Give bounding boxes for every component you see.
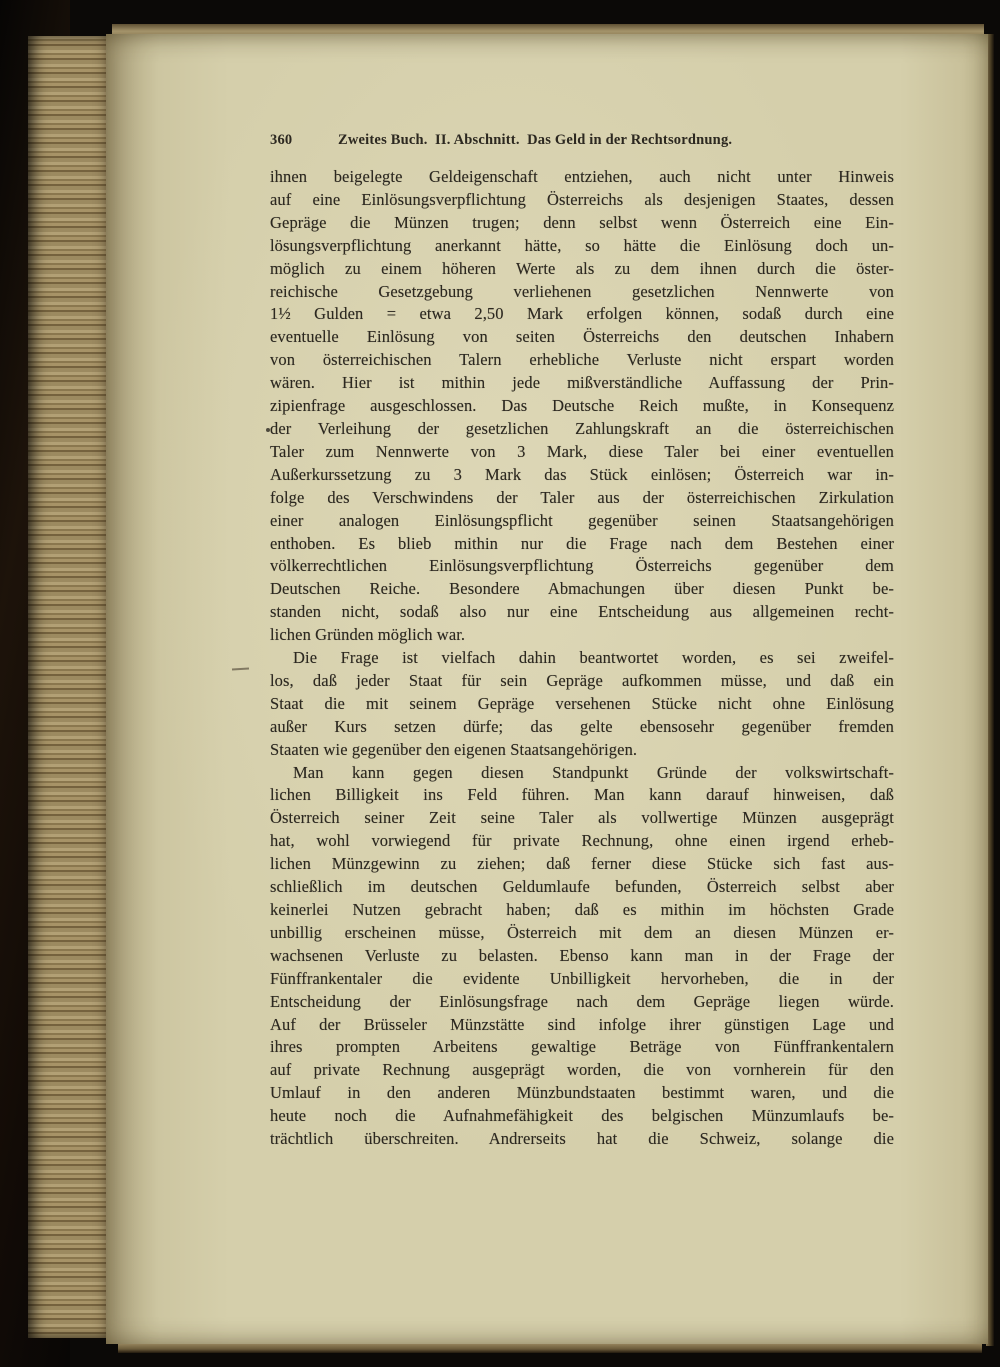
text-line: unbillig erscheinen müsse, Österreich mit dem an diesen Münzen er- bbox=[270, 922, 894, 942]
text-line: hat, wohl vorwiegend für private Rechnung, ohne einen irgend erheb- bbox=[270, 831, 894, 851]
text-line: auf eine Einlösungsverpflichtung Österreichs als desjenigen Staates, dessen bbox=[270, 189, 894, 209]
text-line: folge des Verschwindens der Taler aus der österreichischen Zirkulation bbox=[270, 487, 894, 507]
text-line: lichen Münzgewinn zu ziehen; daß ferner diese Stücke sich fast aus- bbox=[270, 854, 894, 874]
text-line: Auf der Brüsseler Münzstätte sind infolge ihrer günstigen Lage und bbox=[270, 1014, 894, 1034]
text-line: reichische Gesetzgebung verliehenen gesetzlichen Nennwerte von bbox=[270, 281, 894, 301]
text-line: ihres prompten Arbeitens gewaltige Beträge von Fünffrankentalern bbox=[270, 1037, 894, 1057]
text-line: völkerrechtlichen Einlösungsverpflichtung Österreichs gegenüber dem bbox=[270, 556, 894, 576]
text-line: keinerlei Nutzen gebracht haben; daß es mithin im höchsten Grade bbox=[270, 900, 894, 919]
text-line: zipienfrage ausgeschlossen. Das Deutsche Reich mußte, in Konsequenz bbox=[270, 396, 894, 416]
text-line: Taler zum Nennwerte von 3 Mark, diese Taler bei einer eventuellen bbox=[270, 441, 894, 461]
text-line: ihnen beigelegte Geldeigenschaft entziehen, auch nicht unter Hinweis bbox=[270, 167, 894, 186]
page-edges-stack bbox=[28, 36, 112, 1338]
text-line: von österreichischen Talern erhebliche Verluste nicht erspart worden bbox=[270, 350, 894, 370]
text-line: auf private Rechnung ausgeprägt worden, die von vornherein für den bbox=[270, 1060, 894, 1080]
text-line: Man kann gegen diesen Standpunkt Gründe der volkswirtschaft- bbox=[293, 762, 894, 782]
page-bottom-edge bbox=[118, 1343, 982, 1353]
book-page bbox=[106, 34, 988, 1344]
text-line: wären. Hier ist mithin jede mißverständliche Auffassung der Prin- bbox=[270, 373, 894, 393]
page-number: 360 bbox=[270, 132, 293, 148]
text-line: lichen Gründen möglich war. bbox=[270, 625, 466, 645]
text-line: schließlich im deutschen Geldumlaufe befunden, Österreich selbst aber bbox=[270, 877, 894, 897]
text-line: Außerkurssetzung zu 3 Mark das Stück einlösen; Österreich war in- bbox=[270, 464, 894, 484]
text-line: Fünffrankentaler die evidente Unbilligkeit hervorheben, die in der bbox=[270, 968, 894, 988]
header-title: Zweites Buch. II. Abschnitt. Das Geld in der Rechtsordnung. bbox=[338, 132, 733, 148]
text-line: einer analogen Einlösungspflicht gegenüber seinen Staatsangehörigen bbox=[270, 510, 894, 530]
text-line: möglich zu einem höheren Werte als zu dem ihnen durch die öster- bbox=[270, 258, 894, 278]
text-line: Staat die mit seinem Gepräge versehenen Stücke nicht ohne Einlösung bbox=[270, 693, 894, 713]
text-line: außer Kurs setzen dürfe; das gelte ebensosehr gegenüber fremden bbox=[270, 716, 894, 736]
text-line: der Verleihung der gesetzlichen Zahlungskraft an die österreichischen bbox=[270, 418, 894, 438]
text-line: eventuelle Einlösung von seiten Österreichs den deutschen Inhabern bbox=[270, 327, 894, 347]
text-line: standen nicht, sodaß also nur eine Entscheidung aus allgemeinen recht- bbox=[270, 602, 894, 622]
running-header bbox=[270, 132, 894, 149]
text-line: 1½ Gulden = etwa 2,50 Mark erfolgen können, sodaß durch eine bbox=[270, 304, 894, 324]
page-content bbox=[270, 132, 894, 1151]
text-line: Umlauf in den anderen Münzbundstaaten bestimmt waren, und die bbox=[270, 1083, 894, 1103]
margin-ink-dot bbox=[266, 428, 270, 432]
text-line: trächtlich überschreiten. Andrerseits hat die Schweiz, solange die bbox=[270, 1129, 894, 1149]
text-line: Österreich seiner Zeit seine Taler als vollwertige Münzen ausgeprägt bbox=[270, 808, 894, 828]
text-line: los, daß jeder Staat für sein Gepräge aufkommen müsse, und daß ein bbox=[270, 670, 894, 690]
text-line: lichen Billigkeit ins Feld führen. Man kann darauf hinweisen, daß bbox=[270, 785, 894, 805]
text-line: enthoben. Es blieb mithin nur die Frage nach dem Bestehen einer bbox=[270, 533, 894, 553]
text-line: wachsenen Verluste zu belasten. Ebenso kann man in der Frage der bbox=[270, 945, 894, 965]
text-line: Staaten wie gegenüber den eigenen Staatsangehörigen. bbox=[270, 739, 638, 759]
text-line: Gepräge die Münzen trugen; denn selbst wenn Österreich eine Ein- bbox=[270, 212, 894, 232]
text-line: Entscheidung der Einlösungsfrage nach dem Gepräge liegen würde. bbox=[270, 991, 894, 1011]
page-body bbox=[270, 166, 894, 1151]
text-line: Deutschen Reiche. Besondere Abmachungen über diesen Punkt be- bbox=[270, 579, 894, 599]
text-line: lösungsverpflichtung anerkannt hätte, so hätte die Einlösung doch un- bbox=[270, 235, 894, 255]
text-line: Die Frage ist vielfach dahin beantwortet worden, es sei zweifel- bbox=[293, 648, 894, 668]
text-line: heute noch die Aufnahmefähigkeit des belgischen Münzumlaufs be- bbox=[270, 1106, 894, 1126]
